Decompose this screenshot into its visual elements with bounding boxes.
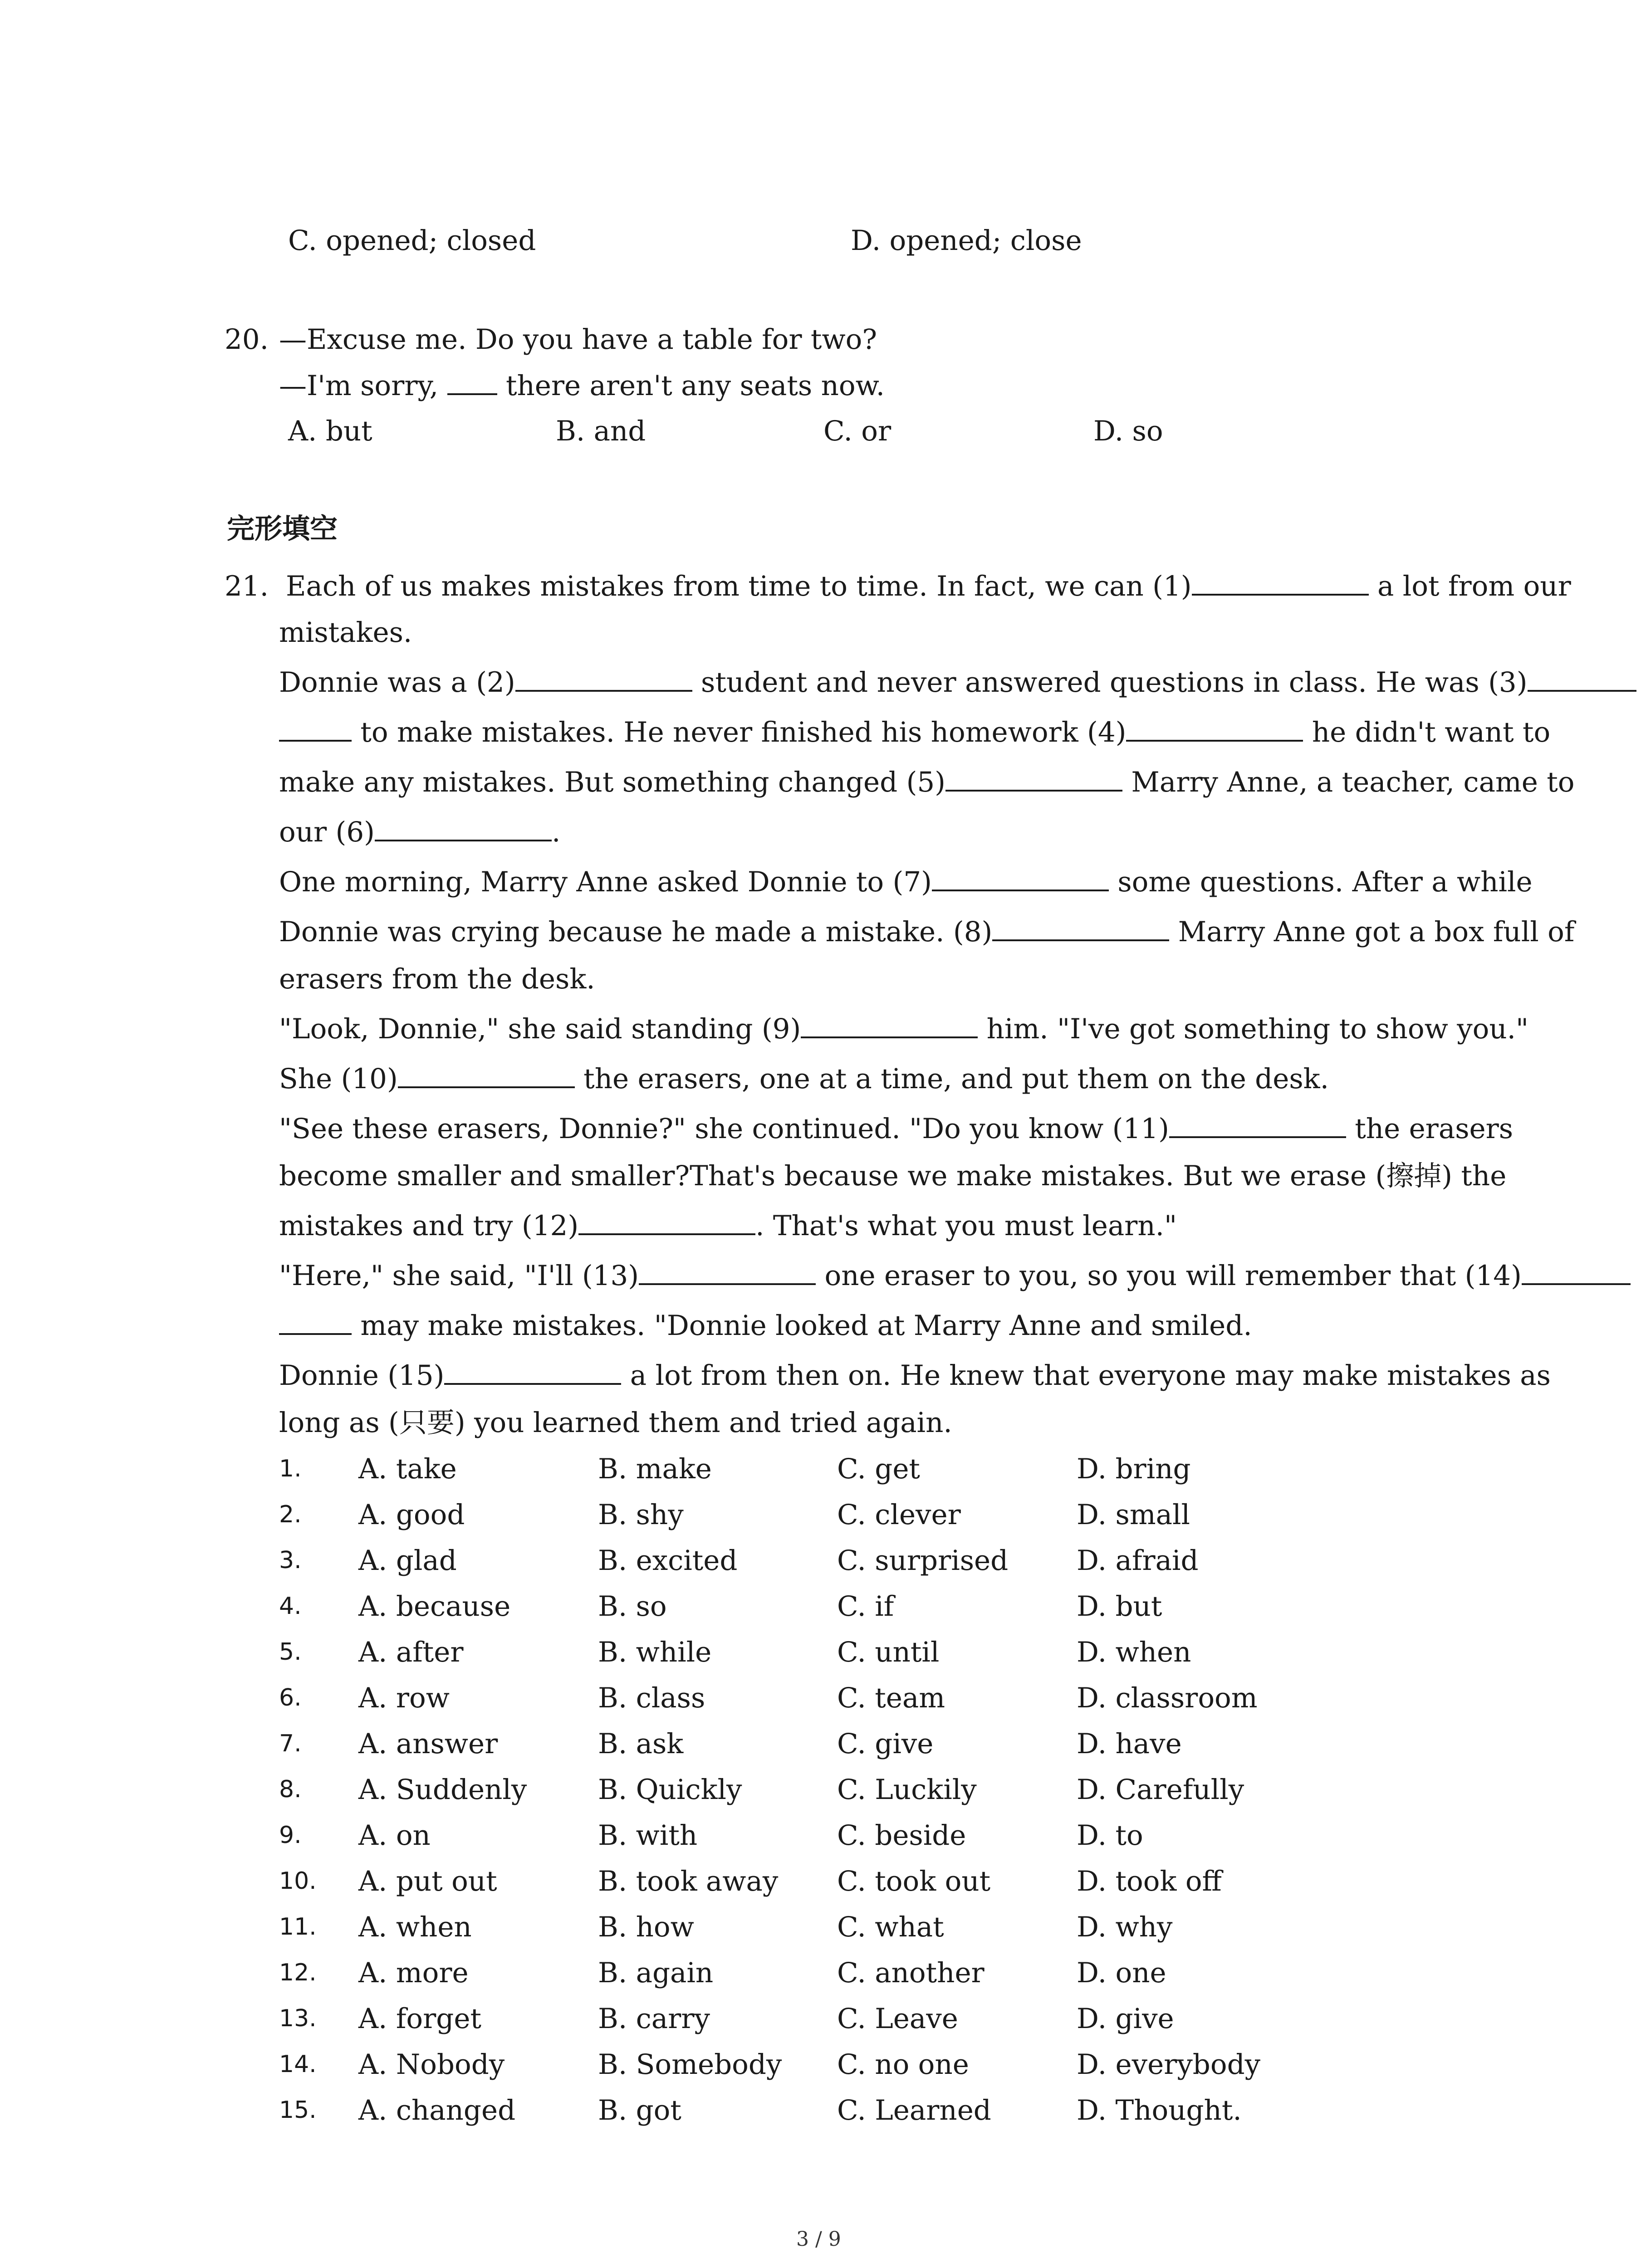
answer-blank [515,669,692,692]
option-d: D. small [1077,1499,1190,1531]
option-number: 13. [279,2005,317,2032]
option-c: C. no one [837,2048,969,2081]
option-number: 8. [279,1776,302,1803]
option-b: B. so [598,1590,667,1623]
option-b: B. Somebody [598,2048,782,2081]
option-d: D. afraid [1077,1545,1199,1577]
option-number: 5. [279,1638,302,1666]
option-number: 15. [279,2097,317,2124]
option-number: 9. [279,1822,302,1849]
answer-blank [398,1066,575,1088]
option-b: B. took away [598,1865,779,1897]
option-c: C. clever [837,1499,961,1531]
option-number: 11. [279,1913,317,1941]
option-number: 14. [279,2051,317,2078]
option-b: B. while [598,1636,712,1668]
option-a: A. put out [358,1865,497,1897]
option-c: C. took out [837,1865,991,1897]
option-c: C. surprised [837,1545,1009,1577]
passage-line: our (6) . [279,816,561,848]
option-c: C. what [837,1911,944,1943]
q20-option-b: B. and [556,415,646,447]
option-d: D. Thought. [1077,2094,1242,2126]
q19-option-d: D. opened; close [851,225,1082,257]
passage-line: mistakes. [279,616,412,649]
option-c: C. team [837,1682,945,1714]
option-number: 2. [279,1501,302,1528]
option-c: C. if [837,1590,894,1623]
option-d: D. when [1077,1636,1191,1668]
option-number: 6. [279,1684,302,1711]
option-a: A. good [358,1499,465,1531]
option-b: B. with [598,1819,698,1852]
q20-option-c: C. or [823,415,892,447]
option-a: A. more [358,1957,469,1989]
passage-line: "Here," she said, "I'll (13) one eraser to you, so you will remember that (14) [279,1262,1631,1290]
q20-line2: —I'm sorry, there aren't any seats now. [279,370,885,402]
option-a: A. Suddenly [358,1774,527,1806]
option-a: A. on [358,1819,431,1852]
answer-blank [1522,1262,1631,1285]
answer-blank [1126,719,1303,742]
passage-line: may make mistakes. "Donnie looked at Marry Anne and smiled. [279,1312,1252,1339]
option-c: C. another [837,1957,985,1989]
option-c: C. until [837,1636,940,1668]
page-number: 3 / 9 [796,2228,841,2251]
q20-option-d: D. so [1093,415,1163,447]
option-number: 4. [279,1593,302,1620]
answer-blank [444,1362,621,1385]
answer-blank [945,769,1122,792]
option-a: A. changed [358,2094,516,2126]
answer-blank [279,719,352,742]
passage-line: mistakes and try (12) . That's what you must learn." [279,1210,1177,1242]
answer-blank [801,1016,978,1038]
option-b: B. carry [598,2003,710,2035]
answer-blank [1169,1115,1346,1138]
option-a: A. Nobody [358,2048,505,2081]
option-number: 3. [279,1547,302,1574]
option-c: C. Luckily [837,1774,977,1806]
option-number: 12. [279,1959,317,1986]
passage-line: long as (只要) you learned them and tried again. [279,1407,952,1439]
answer-blank [992,919,1169,941]
option-a: A. after [358,1636,464,1668]
q20-number: 20. [225,323,269,356]
option-d: D. bring [1077,1453,1191,1485]
answer-blank [1528,669,1636,692]
answer-blank [375,819,552,841]
option-a: A. glad [358,1545,457,1577]
option-b: B. Quickly [598,1774,742,1806]
option-d: D. Carefully [1077,1774,1244,1806]
answer-blank [279,1312,352,1335]
option-d: D. but [1077,1590,1162,1623]
passage-line: become smaller and smaller?That's because we make mistakes. But we erase (擦掉) the [279,1160,1507,1192]
option-d: D. give [1077,2003,1174,2035]
option-a: A. because [358,1590,511,1623]
option-b: B. shy [598,1499,684,1531]
option-c: C. get [837,1453,920,1485]
passage-line: "See these erasers, Donnie?" she continued. "Do you know (11) the erasers [279,1113,1514,1145]
option-number: 10. [279,1867,317,1895]
option-number: 7. [279,1730,302,1757]
option-c: C. beside [837,1819,966,1852]
option-a: A. answer [358,1728,498,1760]
q20-option-a: A. but [288,415,372,447]
answer-blank [639,1262,816,1285]
option-d: D. to [1077,1819,1143,1852]
passage-line: to make mistakes. He never finished his homework (4) he didn't want to [279,719,1550,746]
option-d: D. one [1077,1957,1166,1989]
option-d: D. classroom [1077,1682,1258,1714]
q19-option-c: C. opened; closed [288,225,536,257]
option-a: A. row [358,1682,450,1714]
q21-number: 21. [225,570,269,602]
option-a: A. forget [358,2003,481,2035]
passage-line: make any mistakes. But something changed (5) Marry Anne, a teacher, came to [279,766,1575,798]
option-b: B. again [598,1957,714,1989]
passage-line: Donnie was crying because he made a mistake. (8) Marry Anne got a box full of [279,916,1575,948]
passage-line: "Look, Donnie," she said standing (9) him. "I've got something to show you." [279,1013,1529,1045]
option-d: D. have [1077,1728,1182,1760]
option-b: B. got [598,2094,681,2126]
answer-blank [578,1212,755,1235]
q20-line1: —Excuse me. Do you have a table for two? [279,323,877,356]
passage-line: Donnie (15) a lot from then on. He knew that everyone may make mistakes as [279,1359,1551,1392]
passage-line: erasers from the desk. [279,963,595,995]
option-number: 1. [279,1455,302,1482]
passage-line: One morning, Marry Anne asked Donnie to (7) some questions. After a while [279,866,1533,898]
passage-line: Each of us makes mistakes from time to time. In fact, we can (1) a lot from our [286,570,1571,602]
section-heading: 完形填空 [227,513,338,545]
option-d: D. why [1077,1911,1173,1943]
option-b: B. ask [598,1728,684,1760]
option-b: B. class [598,1682,705,1714]
option-b: B. excited [598,1545,738,1577]
answer-blank [932,869,1109,891]
option-b: B. make [598,1453,712,1485]
option-d: D. took off [1077,1865,1222,1897]
option-c: C. give [837,1728,934,1760]
answer-blank [1192,573,1369,596]
passage-line: Donnie was a (2) student and never answered questions in class. He was (3) [279,669,1636,696]
option-c: C. Leave [837,2003,958,2035]
option-a: A. take [358,1453,457,1485]
option-a: A. when [358,1911,472,1943]
option-c: C. Learned [837,2094,991,2126]
answer-blank [447,372,497,395]
option-d: D. everybody [1077,2048,1261,2081]
option-b: B. how [598,1911,694,1943]
passage-line: She (10) the erasers, one at a time, and put them on the desk. [279,1063,1329,1095]
